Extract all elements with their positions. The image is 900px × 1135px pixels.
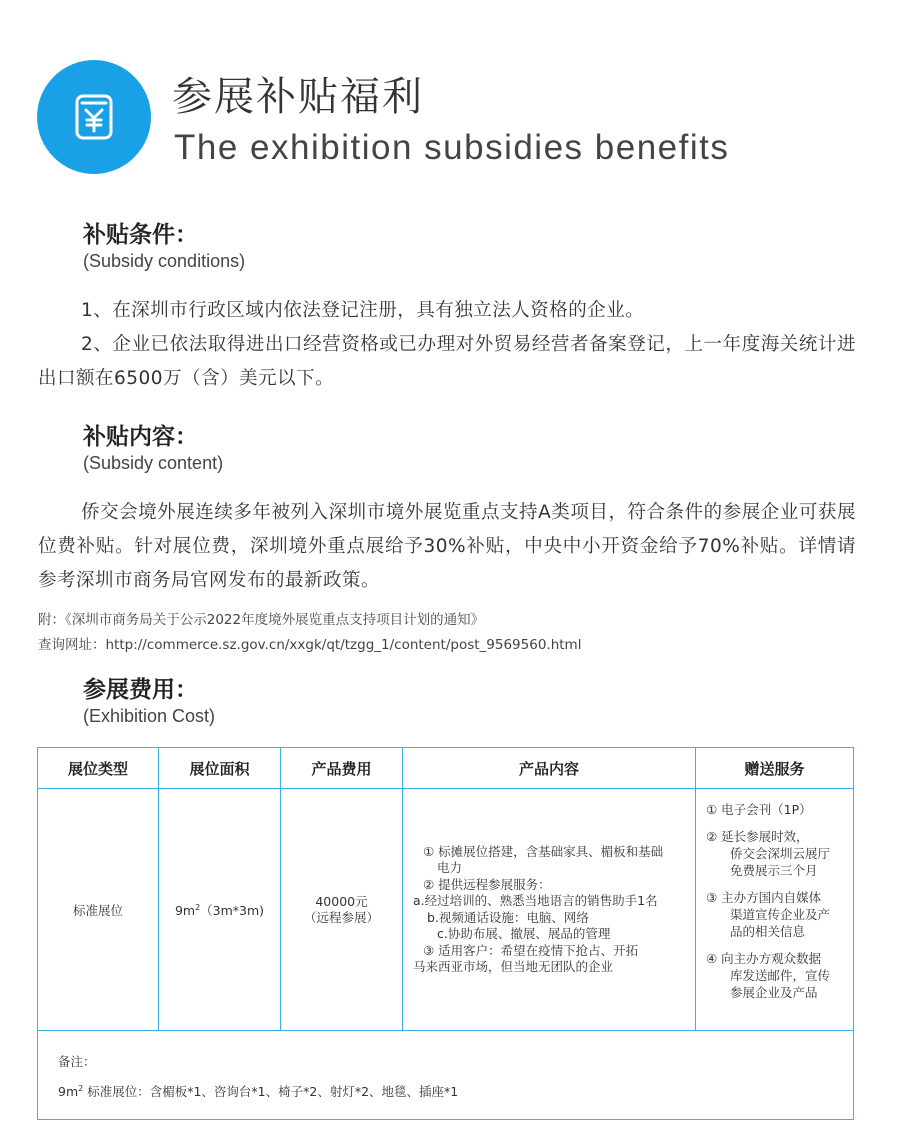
subsidy-conditions-section bbox=[0, 220, 900, 396]
area-dimensions: （3m*3m) bbox=[200, 902, 265, 918]
col-product-content: 产品内容 bbox=[403, 748, 696, 789]
col-booth-area: 展位面积 bbox=[159, 748, 281, 789]
gift-line: 渠道宣传企业及产 bbox=[730, 907, 831, 922]
price-note: （远程参展） bbox=[303, 909, 379, 925]
booth-area-cell bbox=[159, 789, 281, 1031]
content-line: ② 提供远程参展服务： bbox=[423, 876, 551, 892]
remarks-text bbox=[58, 1077, 833, 1107]
subsidy-content-section bbox=[0, 422, 900, 658]
content-paragraph: 侨交会境外展连续多年被列入深圳市境外展览重点支持A类项目，符合条件的参展企业可获展位费补贴。针对展位费，深圳境外重点展给予30%补贴，中央中小开资金给予70%补贴。详情请参考深圳市商务局官网发布的最新政策。 bbox=[38, 502, 856, 591]
gift-line: 免费展示三个月 bbox=[730, 863, 818, 878]
gift-line: ② 延长参展时效， bbox=[706, 829, 809, 844]
gift-line: ① 电子会刊（1P） bbox=[706, 802, 812, 817]
content-subheading: (Subsidy content) bbox=[83, 453, 224, 473]
cost-heading: 参展费用： bbox=[83, 677, 198, 703]
gift-item bbox=[706, 889, 845, 940]
conditions-subheading: (Subsidy conditions) bbox=[83, 251, 246, 271]
exhibition-cost-section bbox=[0, 675, 900, 727]
remarks-cell bbox=[38, 1031, 854, 1120]
remarks-area-sup: 2 bbox=[78, 1083, 84, 1093]
gift-item bbox=[706, 828, 845, 879]
page-subtitle-en: The exhibition subsidies benefits bbox=[174, 128, 730, 167]
table-header-row bbox=[38, 748, 854, 789]
cost-table bbox=[37, 747, 854, 1120]
conditions-heading: 补贴条件： bbox=[83, 222, 198, 248]
table-row bbox=[38, 789, 854, 1031]
content-line: a.经过培训的、熟悉当地语言的销售助手1名 bbox=[413, 893, 658, 908]
yen-receipt-icon bbox=[37, 60, 151, 174]
notice-reference: 附：《深圳市商务局关于公示2022年度境外展览重点支持项目计划的通知》 bbox=[38, 612, 485, 628]
gift-line: 库发送邮件，宣传 bbox=[730, 968, 831, 983]
gift-services-cell bbox=[696, 789, 854, 1031]
yen-receipt-glyph bbox=[69, 88, 119, 146]
col-product-fee: 产品费用 bbox=[281, 748, 403, 789]
content-line: ① 标摊展位搭建，含基础家具、楣板和基础 bbox=[423, 843, 664, 859]
condition-item-1: 1、在深圳市行政区域内依法登记注册，具有独立法人资格的企业。 bbox=[81, 300, 645, 321]
content-line: c.协助布展、撤展、展品的管理 bbox=[437, 926, 611, 941]
gift-line: ③ 主办方国内自媒体 bbox=[706, 890, 822, 905]
gift-line: 侨交会深圳云展厅 bbox=[730, 846, 831, 861]
content-line: ③ 适用客户：希望在疫情下抢占、开拓 bbox=[423, 942, 639, 958]
price-value: 40000元 bbox=[315, 893, 368, 909]
product-content-cell bbox=[403, 789, 696, 1031]
condition-item-2: 2、企业已依法取得进出口经营资格或已办理对外贸易经营者备案登记，上一年度海关统计进出口额在6500万（含）美元以下。 bbox=[38, 334, 856, 389]
content-line: 马来西亚市场，但当地无团队的企业 bbox=[413, 959, 614, 974]
booth-type-cell: 标准展位 bbox=[38, 789, 159, 1031]
col-booth-type: 展位类型 bbox=[38, 748, 159, 789]
remarks-label: 备注： bbox=[58, 1054, 96, 1069]
gift-item bbox=[706, 801, 845, 818]
query-url: 查询网址：http://commerce.sz.gov.cn/xxgk/qt/tzgg_1/content/post_9569560.html bbox=[38, 637, 582, 653]
gift-item bbox=[706, 950, 845, 1001]
remarks-area: 9m bbox=[58, 1084, 79, 1099]
gift-line: 品的相关信息 bbox=[730, 924, 806, 939]
area-unit-sup: 2 bbox=[195, 902, 201, 912]
content-line: 电力 bbox=[437, 860, 463, 875]
remarks-row bbox=[38, 1031, 854, 1120]
remarks-detail: 标准展位：含楣板*1、咨询台*1、椅子*2、射灯*2、地毯、插座*1 bbox=[83, 1084, 459, 1099]
gift-line: ④ 向主办方观众数据 bbox=[706, 951, 822, 966]
cost-subheading: (Exhibition Cost) bbox=[83, 706, 216, 726]
area-value: 9m bbox=[174, 902, 196, 918]
content-heading: 补贴内容： bbox=[83, 424, 198, 450]
gift-line: 参展企业及产品 bbox=[730, 985, 818, 1000]
col-gift-services: 赠送服务 bbox=[696, 748, 854, 789]
product-fee-cell bbox=[281, 789, 403, 1031]
page-title: 参展补贴福利 bbox=[172, 74, 424, 120]
content-line: b.视频通话设施：电脑、网络 bbox=[427, 909, 589, 925]
